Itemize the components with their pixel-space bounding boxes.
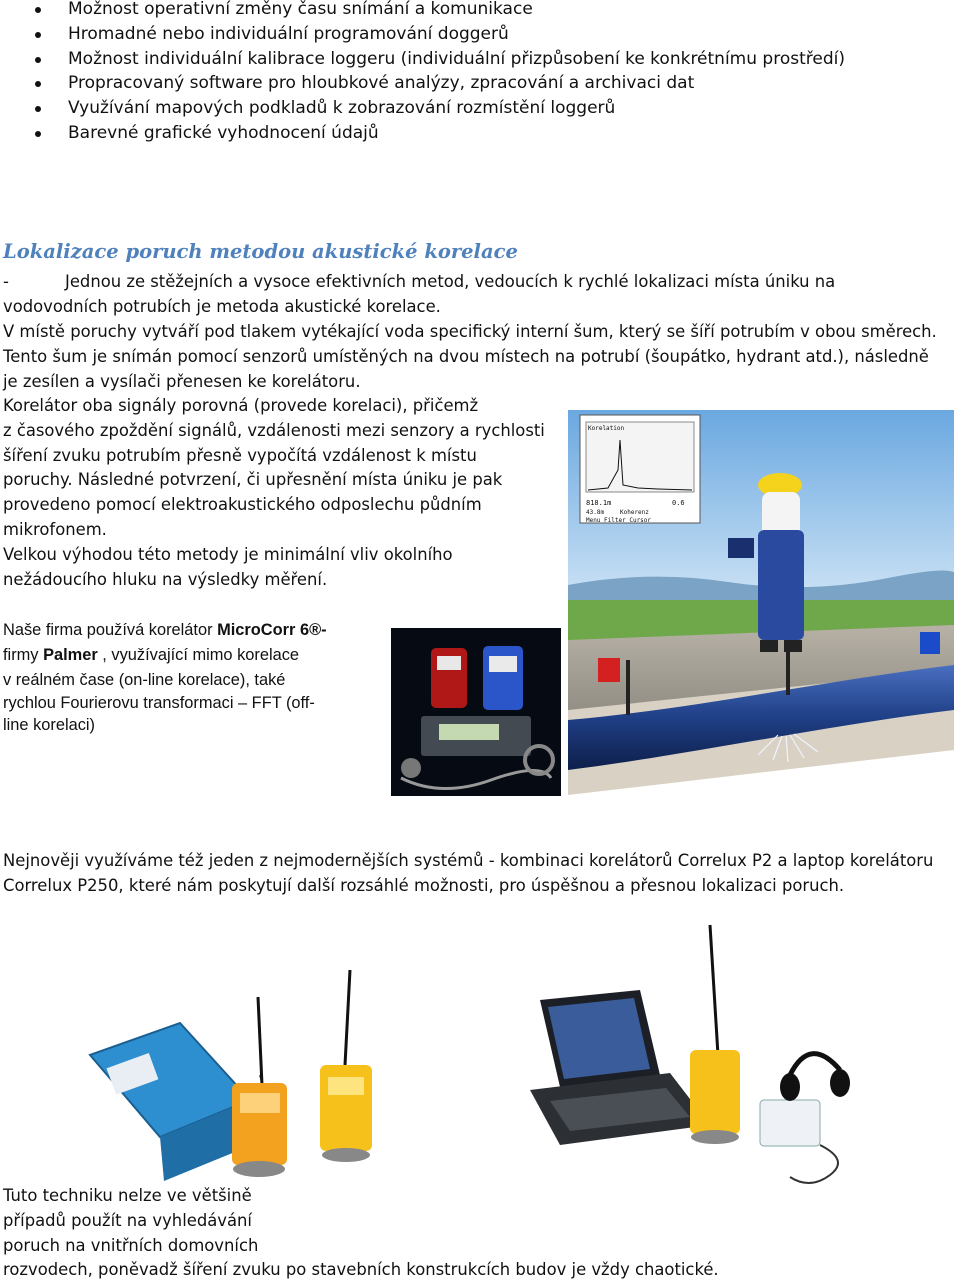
list-item-text: Barevné grafické vyhodnocení údajů <box>68 122 379 143</box>
section-heading: Lokalizace poruch metodou akustické korelace <box>3 240 518 263</box>
paragraph-noise: V místě poruchy vytváří pod tlakem vytékající voda specifický interní šum, který se šíří potrubím v obou směrech. <box>3 322 937 341</box>
product-name: MicroCorr 6 <box>217 621 310 639</box>
paragraph-sensors-line-2: je zesílen a vysílači přenesen ke korelátoru. <box>3 372 361 391</box>
list-item-text: Propracovaný software pro hloubkové analýzy, zpracování a archivaci dat <box>68 73 695 94</box>
text-line: z časového zpoždění signálů, vzdálenosti mezi senzory a rychlosti <box>3 420 545 440</box>
bullet-icon <box>35 131 41 137</box>
microcorr-device-photo <box>391 628 561 796</box>
bullet-icon <box>35 106 41 112</box>
text-line: Velkou výhodou této metody je minimální vliv okolního <box>3 544 453 564</box>
paragraph-sensors-line-1: Tento šum je snímán pomocí senzorů umístěných na dvou místech na potrubí (šoupátko, hydrant atd.), následně <box>3 347 929 366</box>
firm-line-2 <box>3 643 327 668</box>
screen-menu: Menu Filter Cursor <box>586 517 652 524</box>
list-item <box>0 73 940 98</box>
correlux-image <box>70 905 860 1185</box>
intro-line-2: vodovodních potrubích je metoda akustické korelace. <box>3 297 441 316</box>
company-name: Palmer <box>43 645 98 664</box>
text-line: mikrofonem. <box>3 519 107 539</box>
text-line: případů použít na vyhledávání <box>3 1210 252 1230</box>
screen-value: Koherenz <box>620 509 649 516</box>
text-line: poruch na vnitřních domovních <box>3 1235 259 1255</box>
text-run: Naše firma používá korelátor <box>3 621 218 639</box>
text-line: rozvodech, poněvadž šíření zvuku po stavebních konstrukcích budov je vždy chaotické. <box>3 1260 719 1280</box>
list-item-text: Využívání mapových podkladů k zobrazování rozmístění loggerů <box>68 98 616 119</box>
intro-line-1: Jednou ze stěžejních a vysoce efektivních metod, vedoucích k rychlé lokalizaci místa úniku na <box>65 272 836 291</box>
field-scene-image <box>568 410 954 795</box>
text-line: šíření zvuku potrubím přesně vypočítá vzdálenost k místu <box>3 445 477 465</box>
bullet-icon <box>35 57 41 63</box>
footer-paragraph <box>3 1184 719 1283</box>
firm-line-3: v reálném čase (on-line korelace), také <box>3 670 286 689</box>
list-item <box>0 98 940 123</box>
list-item <box>0 49 940 74</box>
text-line: Korelátor oba signály porovná (provede korelaci), přičemž <box>3 396 479 415</box>
trademark-mark: ®- <box>309 621 327 639</box>
paragraph-correlator <box>3 394 545 592</box>
firm-line-5: line korelaci) <box>3 716 96 735</box>
list-item <box>0 0 940 24</box>
text-line: poruchy. Následné potvrzení, či upřesnění místa úniku je pak <box>3 470 503 490</box>
bullet-icon <box>35 7 41 13</box>
newest-line-2: Correlux P250, které nám poskytují další rozsáhlé možnosti, pro úspěšnou a přesnou lokalizaci poruch. <box>3 876 845 895</box>
list-item-text: Hromadné nebo individuální programování doggerů <box>68 23 509 44</box>
feature-list <box>0 0 940 148</box>
firm-line-4: rychlou Fourierovu transformaci – FFT (off- <box>3 694 315 713</box>
text-line: nežádoucího hluku na výsledky měření. <box>3 569 328 589</box>
dash-marker: - <box>3 272 9 291</box>
text-line: Tuto techniku nelze ve většině <box>3 1186 252 1205</box>
list-item-text: Možnost operativní změny času snímání a komunikace <box>68 0 533 19</box>
firm-paragraph <box>3 618 327 736</box>
bullet-icon <box>35 32 41 38</box>
screen-value: 0.6 <box>672 499 685 507</box>
field-correlation-illustration <box>568 410 954 795</box>
device-image <box>391 628 561 796</box>
screen-title: Korelation <box>588 425 625 432</box>
correlux-system-photo <box>70 905 860 1185</box>
newest-line-1: Nejnověji využíváme též jeden z nejmodernějších systémů - kombinaci korelátorů Correlux P2 a laptop korelátoru <box>3 851 934 870</box>
firm-line-1 <box>3 618 327 643</box>
bullet-icon <box>35 81 41 87</box>
screen-value: 43.8m <box>586 509 605 516</box>
list-item <box>0 24 940 49</box>
text-line: provedeno pomocí elektroakustického odposlechu půdním <box>3 495 482 515</box>
text-run: firmy <box>3 645 44 664</box>
text-run: , využívající mimo korelace <box>97 645 300 664</box>
screen-value: 818.1m <box>586 499 612 507</box>
list-item-text: Možnost individuální kalibrace loggeru (individuální přizpůsobení ke konkrétnímu prostředí) <box>68 48 845 69</box>
list-item <box>0 123 940 148</box>
